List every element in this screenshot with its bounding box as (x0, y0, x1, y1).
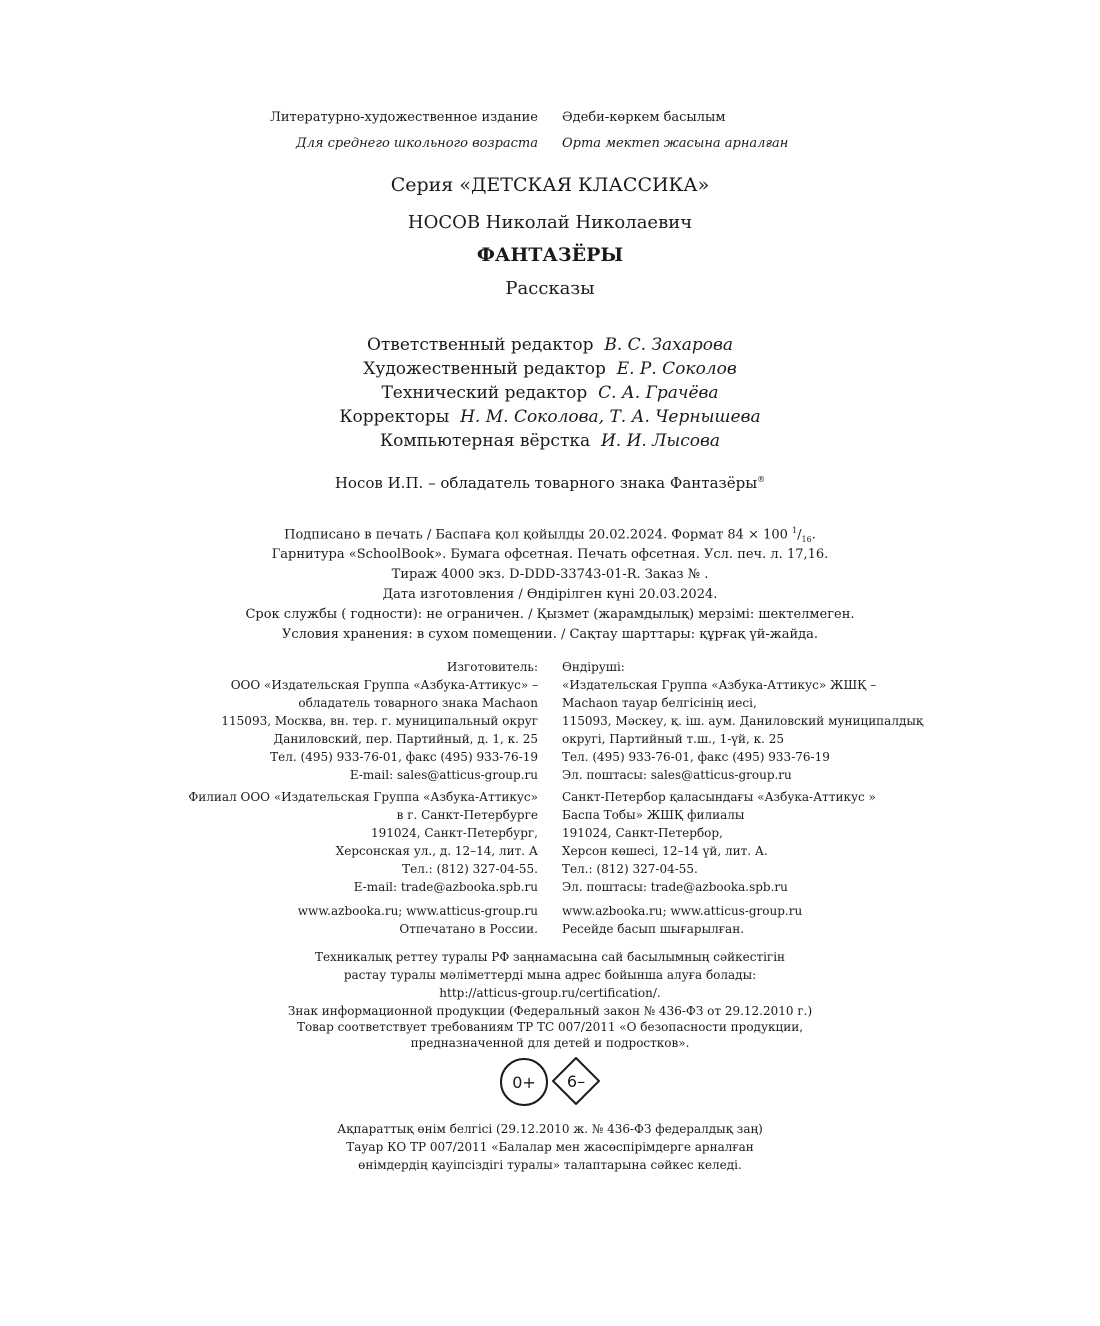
credit-line (0, 383, 1100, 403)
credit-name: Н. М. Соколова, Т. А. Чернышева (460, 407, 761, 427)
trademark-text: Носов И.П. – обладатель товарного знака Фантазёры (334, 474, 758, 492)
branch-kz-line: Тел.: (812) 327-04-55. (562, 862, 698, 876)
format-numerator: 1 (792, 526, 798, 535)
kz-info-sign-line: Тауар КО ТР 007/2011 «Балалар мен жасөспірімдерге арналған (346, 1140, 754, 1154)
credit-role: Художественный редактор (363, 359, 606, 379)
branch-kz-line: Баспа Тобы» ЖШҚ филиалы (562, 808, 745, 822)
age-group-ru: Для среднего школьного возраста (296, 136, 538, 151)
format-denominator: 16 (801, 534, 812, 544)
signed-for-print: Подписано в печать / Баспаға қол қойылды 20.02.2024. Формат 84 × 100 (284, 527, 788, 543)
certification-line: растау туралы мәліметтерді мына адрес бойынша алуға болады: (343, 968, 757, 982)
branch-kz-line: Санкт-Петербор қаласындағы «Азбука-Аттикус » (562, 790, 876, 804)
credit-line (0, 359, 1100, 379)
branch-ru-line: E-mail: trade@azbooka.spb.ru (353, 880, 538, 894)
branch-ru-line: в г. Санкт-Петербурге (396, 808, 538, 822)
websites-ru: www.azbooka.ru; www.atticus-group.ru (297, 904, 538, 918)
manufacturer-kz-line: округі, Партийный т.ш., 1-үй, к. 25 (562, 732, 785, 746)
branch-ru-line: Тел.: (812) 327-04-55. (402, 862, 538, 876)
manufacturer-ru-line: Даниловский, пер. Партийный, д. 1, к. 25 (273, 732, 538, 746)
age-rating-diamond (552, 1057, 600, 1105)
manufacturer-ru-line: 115093, Москва, вн. тер. г. муниципальный округ (221, 714, 538, 728)
credit-role: Корректоры (339, 407, 450, 427)
manufacturer-kz-line: «Издательская Группа «Азбука-Аттикус» ЖШҚ – (562, 678, 877, 692)
credit-line (0, 335, 1100, 355)
age-rating-circle-label: 0+ (512, 1072, 536, 1092)
manufacturer-ru-line: Тел. (495) 933-76-01, факс (495) 933-76-19 (270, 750, 538, 764)
manufacturer-kz-line: Machaon тауар белгісінің иесі, (562, 696, 757, 710)
credit-line (0, 407, 1100, 427)
trademark-notice (0, 474, 1100, 492)
book-title: ФАНТАЗЁРЫ (476, 244, 624, 266)
branch-kz-line: 191024, Санкт-Петербор, (562, 826, 723, 840)
book-genre: Рассказы (505, 278, 595, 299)
credit-role: Технический редактор (381, 383, 588, 403)
info-sign-line: Знак информационной продукции (Федеральный закон № 436-ФЗ от 29.12.2010 г.) (287, 1004, 813, 1018)
manufacturer-kz-line: Тел. (495) 933-76-01, факс (495) 933-76-19 (562, 750, 830, 764)
manufacturer-ru-line: обладатель товарного знака Machaon (298, 696, 538, 710)
manufacturer-ru-line: E-mail: sales@atticus-group.ru (349, 768, 538, 782)
credit-name: В. С. Захарова (604, 335, 734, 355)
age-rating-diamond-label: 6– (566, 1071, 586, 1091)
branch-kz-line: Эл. поштасы: trade@azbooka.spb.ru (562, 880, 788, 894)
manufacturer-kz-line: Эл. поштасы: sales@atticus-group.ru (562, 768, 792, 782)
manufacture-date: Дата изготовления / Өндірілген күні 20.03.2024. (382, 587, 718, 602)
info-sign-line: предназначенной для детей и подростков». (410, 1036, 690, 1050)
credit-name: И. И. Лысова (600, 431, 721, 451)
certification-line: Техникалық реттеу туралы РФ заңнамасына сай басылымның сәйкестігін (314, 950, 786, 964)
edition-type-kz: Әдеби-көркем басылым (562, 110, 726, 125)
credit-role: Ответственный редактор (366, 335, 594, 355)
series-title: Серия «ДЕТСКАЯ КЛАССИКА» (390, 174, 710, 196)
manufacturer-ru-line: Изготовитель: (446, 660, 538, 674)
registered-mark: ® (757, 475, 766, 484)
kz-info-sign-line: өнімдердің қауіпсіздігі туралы» талаптарына сәйкес келеді. (358, 1158, 742, 1172)
manufacturer-ru-line: ООО «Издательская Группа «Азбука-Аттикус» – (230, 678, 538, 692)
credit-name: Е. Р. Соколов (616, 359, 737, 379)
branch-ru-line: Херсонская ул., д. 12–14, лит. А (335, 844, 538, 858)
branch-ru-line: 191024, Санкт-Петербург, (370, 826, 538, 840)
branch-ru-line: Филиал ООО «Издательская Группа «Азбука-Аттикус» (188, 790, 538, 804)
print-info-line: Подписано в печать / Баспаға қол қойылды 20.02.2024. Формат 84 × 100 $^1/_{16}$. (284, 526, 816, 544)
info-sign-line: Товар соответствует требованиям ТР ТС 007/2011 «О безопасности продукции, (296, 1020, 804, 1034)
branch-kz-line: Херсон көшесі, 12–14 үй, лит. А. (562, 844, 768, 858)
credit-line (0, 431, 1100, 451)
edition-type-ru: Литературно-художественное издание (270, 110, 538, 125)
credit-role: Компьютерная вёрстка (379, 431, 591, 451)
kz-info-sign-line: Ақпараттық өнім белгісі (29.12.2010 ж. № 436-ФЗ федералдық заң) (337, 1122, 763, 1136)
age-rating-circle (500, 1058, 548, 1106)
credit-name: С. А. Грачёва (598, 383, 719, 403)
websites-kz: www.azbooka.ru; www.atticus-group.ru (562, 904, 803, 918)
manufacturer-kz-line: 115093, Мәскеу, қ. іш. аум. Даниловский муниципалдық (562, 714, 924, 728)
manufacturer-kz-line: Өндіруші: (562, 660, 625, 674)
certification-url: http://atticus-group.ru/certification/. (439, 986, 661, 1000)
print-run-info: Тираж 4000 экз. D-DDD-33743-01-R. Заказ № . (391, 567, 709, 582)
age-group-kz: Орта мектеп жасына арналған (562, 136, 789, 151)
service-life: Срок службы ( годности): не ограничен. / Қызмет (жарамдылық) мерзімі: шектелмеген. (245, 607, 855, 622)
storage-conditions: Условия хранения: в сухом помещении. / Сақтау шарттары: құрғақ үй-жайда. (281, 627, 819, 642)
printed-in-ru: Отпечатано в России. (399, 922, 538, 936)
typeface-info: Гарнитура «SchoolBook». Бумага офсетная. Печать офсетная. Усл. печ. л. 17,16. (271, 547, 829, 562)
printed-in-kz: Ресейде басып шығарылған. (562, 922, 745, 936)
author-name: НОСОВ Николай Николаевич (407, 212, 693, 233)
